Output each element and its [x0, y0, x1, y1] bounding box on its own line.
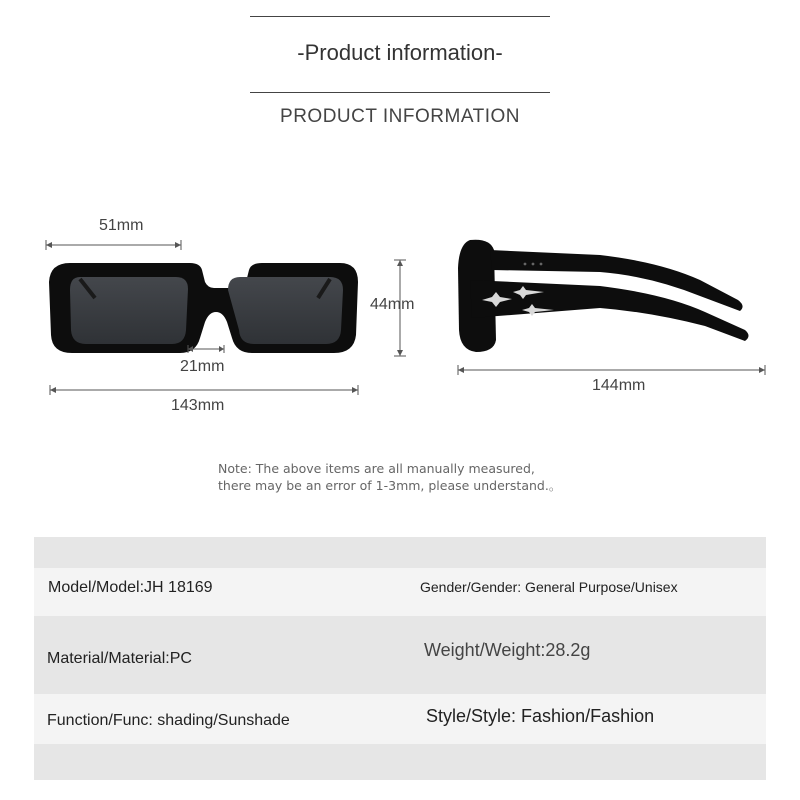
- note-line-2: there may be an error of 1-3mm, please understand.。: [218, 478, 562, 493]
- dimension-lens-width: 51mm: [99, 217, 144, 234]
- page-title: -Product information-: [297, 40, 503, 65]
- spec-style: Style/Style: Fashion/Fashion: [426, 706, 655, 726]
- spec-band-top: [34, 537, 766, 568]
- dimension-temple-length: 144mm: [592, 377, 646, 394]
- spec-weight: Weight/Weight:28.2g: [424, 640, 591, 660]
- spec-material: Material/Material:PC: [47, 650, 192, 667]
- dimension-lens-height: 44mm: [370, 296, 415, 313]
- page-subtitle: PRODUCT INFORMATION: [280, 106, 520, 127]
- dimension-frame-width: 143mm: [171, 397, 225, 414]
- note-line-1: Note: The above items are all manually measured,: [218, 461, 535, 476]
- spec-gender: Gender/Gender: General Purpose/Unisex: [420, 579, 678, 595]
- measurement-note: [218, 460, 561, 494]
- spec-band-bottom: [34, 744, 766, 780]
- spec-model: Model/Model:JH 18169: [48, 579, 213, 596]
- spec-function: Function/Func: shading/Sunshade: [47, 712, 290, 729]
- dimension-bridge: 21mm: [180, 358, 225, 375]
